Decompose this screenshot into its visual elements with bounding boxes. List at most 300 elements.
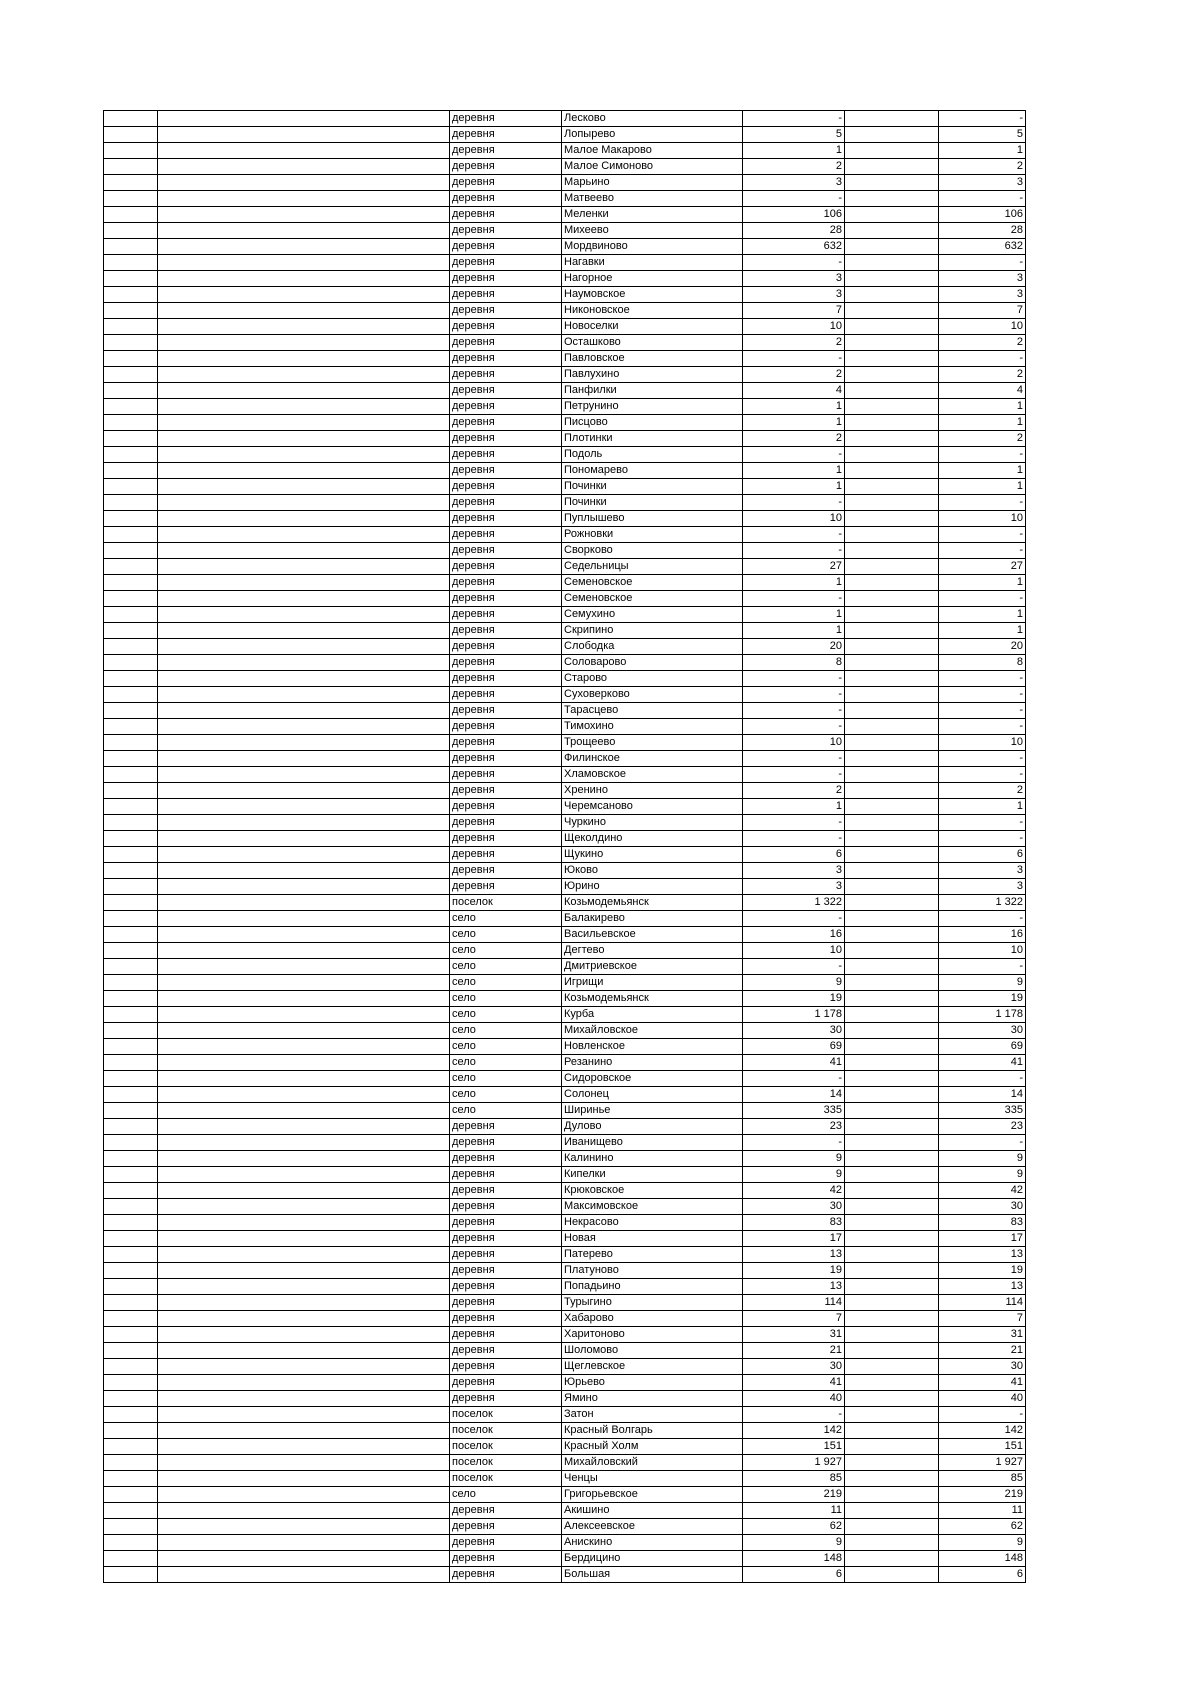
table-row [104, 575, 1026, 591]
cell-settlement-type: деревня [450, 1295, 562, 1311]
cell-blank-a [104, 735, 158, 751]
cell-blank-c [845, 623, 939, 639]
cell-blank-c [845, 399, 939, 415]
cell-value-1: 335 [743, 1103, 845, 1119]
cell-blank-a [104, 623, 158, 639]
table-row [104, 1519, 1026, 1535]
cell-blank-a [104, 911, 158, 927]
cell-settlement-type: село [450, 1087, 562, 1103]
cell-settlement-type: деревня [450, 1199, 562, 1215]
cell-value-2: - [939, 191, 1026, 207]
cell-value-2: 1 927 [939, 1455, 1026, 1471]
cell-blank-c [845, 127, 939, 143]
cell-blank-b [158, 687, 450, 703]
table-row [104, 959, 1026, 975]
cell-blank-a [104, 207, 158, 223]
cell-blank-c [845, 703, 939, 719]
cell-value-2: 1 [939, 623, 1026, 639]
cell-blank-a [104, 1167, 158, 1183]
cell-settlement-type: поселок [450, 1439, 562, 1455]
cell-value-2: 2 [939, 159, 1026, 175]
cell-blank-b [158, 287, 450, 303]
cell-value-1: 1 [743, 415, 845, 431]
cell-blank-b [158, 895, 450, 911]
cell-settlement-name: Резанино [562, 1055, 743, 1071]
table-row [104, 1247, 1026, 1263]
table-row [104, 527, 1026, 543]
cell-value-1: 7 [743, 303, 845, 319]
cell-blank-c [845, 799, 939, 815]
cell-blank-b [158, 543, 450, 559]
cell-blank-c [845, 255, 939, 271]
cell-settlement-name: Тимохино [562, 719, 743, 735]
cell-value-1: 30 [743, 1023, 845, 1039]
cell-value-2: 3 [939, 863, 1026, 879]
cell-settlement-type: деревня [450, 879, 562, 895]
cell-blank-a [104, 431, 158, 447]
cell-settlement-type: деревня [450, 831, 562, 847]
cell-settlement-type: поселок [450, 1423, 562, 1439]
cell-blank-a [104, 287, 158, 303]
cell-settlement-name: Наумовское [562, 287, 743, 303]
table-row [104, 223, 1026, 239]
cell-blank-a [104, 463, 158, 479]
cell-blank-c [845, 1231, 939, 1247]
cell-value-1: 632 [743, 239, 845, 255]
cell-settlement-type: деревня [450, 1567, 562, 1583]
cell-blank-a [104, 575, 158, 591]
cell-blank-a [104, 191, 158, 207]
cell-settlement-name: Курба [562, 1007, 743, 1023]
table-row [104, 1119, 1026, 1135]
cell-blank-b [158, 159, 450, 175]
table-row [104, 335, 1026, 351]
cell-blank-b [158, 735, 450, 751]
cell-blank-c [845, 575, 939, 591]
cell-value-1: 1 322 [743, 895, 845, 911]
cell-settlement-name: Щеколдино [562, 831, 743, 847]
cell-value-1: 62 [743, 1519, 845, 1535]
cell-settlement-name: Плотинки [562, 431, 743, 447]
table-row [104, 863, 1026, 879]
cell-blank-b [158, 319, 450, 335]
cell-blank-c [845, 831, 939, 847]
cell-settlement-name: Суховерково [562, 687, 743, 703]
table-row [104, 1135, 1026, 1151]
cell-value-2: 62 [939, 1519, 1026, 1535]
cell-blank-b [158, 1103, 450, 1119]
cell-value-1: 6 [743, 847, 845, 863]
table-row [104, 255, 1026, 271]
cell-settlement-type: деревня [450, 783, 562, 799]
cell-value-2: 11 [939, 1503, 1026, 1519]
cell-blank-c [845, 271, 939, 287]
cell-settlement-name: Большая [562, 1567, 743, 1583]
cell-value-1: 10 [743, 511, 845, 527]
table-row [104, 1375, 1026, 1391]
cell-value-1: 41 [743, 1375, 845, 1391]
table-row [104, 1487, 1026, 1503]
cell-settlement-name: Крюковское [562, 1183, 743, 1199]
cell-blank-c [845, 1311, 939, 1327]
cell-blank-b [158, 799, 450, 815]
cell-settlement-name: Скрипино [562, 623, 743, 639]
cell-value-2: 13 [939, 1247, 1026, 1263]
cell-blank-a [104, 751, 158, 767]
cell-settlement-name: Павловское [562, 351, 743, 367]
cell-settlement-name: Малое Макарово [562, 143, 743, 159]
cell-value-2: 3 [939, 175, 1026, 191]
cell-settlement-name: Григорьевское [562, 1487, 743, 1503]
cell-blank-c [845, 1023, 939, 1039]
cell-value-2: 335 [939, 1103, 1026, 1119]
cell-settlement-name: Соловарово [562, 655, 743, 671]
cell-blank-b [158, 1055, 450, 1071]
cell-blank-b [158, 1519, 450, 1535]
cell-value-1: 2 [743, 367, 845, 383]
table-row [104, 1471, 1026, 1487]
cell-blank-b [158, 1215, 450, 1231]
cell-blank-a [104, 1247, 158, 1263]
table-row [104, 1087, 1026, 1103]
table-row [104, 879, 1026, 895]
cell-value-2: 2 [939, 783, 1026, 799]
cell-settlement-type: деревня [450, 1183, 562, 1199]
cell-settlement-name: Козьмодемьянск [562, 991, 743, 1007]
cell-blank-c [845, 975, 939, 991]
table-row [104, 1007, 1026, 1023]
cell-settlement-name: Черемсаново [562, 799, 743, 815]
cell-blank-c [845, 943, 939, 959]
cell-value-2: - [939, 687, 1026, 703]
cell-settlement-type: деревня [450, 1279, 562, 1295]
cell-blank-c [845, 751, 939, 767]
table-row [104, 1279, 1026, 1295]
cell-value-2: 83 [939, 1215, 1026, 1231]
cell-settlement-type: деревня [450, 463, 562, 479]
cell-value-2: 28 [939, 223, 1026, 239]
cell-value-2: 148 [939, 1551, 1026, 1567]
cell-settlement-name: Трощеево [562, 735, 743, 751]
cell-settlement-name: Юрьево [562, 1375, 743, 1391]
cell-value-2: - [939, 527, 1026, 543]
cell-value-2: 9 [939, 975, 1026, 991]
cell-blank-c [845, 1279, 939, 1295]
cell-settlement-name: Кипелки [562, 1167, 743, 1183]
cell-value-1: 1 [743, 799, 845, 815]
cell-blank-a [104, 815, 158, 831]
cell-settlement-type: деревня [450, 223, 562, 239]
cell-value-1: - [743, 495, 845, 511]
cell-blank-c [845, 863, 939, 879]
cell-value-1: 85 [743, 1471, 845, 1487]
table-row [104, 351, 1026, 367]
cell-settlement-type: деревня [450, 1135, 562, 1151]
cell-blank-c [845, 1519, 939, 1535]
table-row [104, 735, 1026, 751]
cell-blank-b [158, 1183, 450, 1199]
cell-value-1: 1 [743, 575, 845, 591]
cell-settlement-type: деревня [450, 175, 562, 191]
cell-blank-b [158, 1487, 450, 1503]
cell-blank-c [845, 431, 939, 447]
table-row [104, 559, 1026, 575]
table-row [104, 1151, 1026, 1167]
cell-settlement-name: Хламовское [562, 767, 743, 783]
cell-blank-c [845, 1487, 939, 1503]
cell-blank-a [104, 1183, 158, 1199]
cell-value-2: - [939, 447, 1026, 463]
cell-settlement-type: поселок [450, 1471, 562, 1487]
cell-settlement-type: деревня [450, 351, 562, 367]
cell-settlement-name: Красный Волгарь [562, 1423, 743, 1439]
cell-settlement-name: Попадьино [562, 1279, 743, 1295]
cell-value-1: 27 [743, 559, 845, 575]
cell-blank-c [845, 1087, 939, 1103]
cell-value-2: 1 [939, 575, 1026, 591]
cell-value-1: 3 [743, 287, 845, 303]
cell-blank-c [845, 175, 939, 191]
cell-blank-a [104, 239, 158, 255]
cell-blank-c [845, 767, 939, 783]
table-row [104, 815, 1026, 831]
cell-settlement-type: село [450, 1023, 562, 1039]
cell-blank-a [104, 607, 158, 623]
cell-value-2: 2 [939, 367, 1026, 383]
cell-settlement-type: деревня [450, 431, 562, 447]
cell-settlement-type: деревня [450, 847, 562, 863]
cell-value-2: - [939, 751, 1026, 767]
cell-blank-c [845, 559, 939, 575]
cell-settlement-type: поселок [450, 1455, 562, 1471]
cell-settlement-name: Дегтево [562, 943, 743, 959]
cell-value-2: 69 [939, 1039, 1026, 1055]
cell-value-2: 10 [939, 511, 1026, 527]
cell-value-1: - [743, 911, 845, 927]
cell-blank-b [158, 1151, 450, 1167]
cell-blank-a [104, 1439, 158, 1455]
cell-settlement-type: деревня [450, 303, 562, 319]
cell-value-1: 2 [743, 431, 845, 447]
table-row [104, 1263, 1026, 1279]
cell-blank-b [158, 751, 450, 767]
cell-blank-c [845, 1103, 939, 1119]
cell-blank-b [158, 1263, 450, 1279]
cell-blank-a [104, 975, 158, 991]
cell-blank-b [158, 607, 450, 623]
cell-value-2: - [939, 1135, 1026, 1151]
cell-value-2: 42 [939, 1183, 1026, 1199]
cell-settlement-type: деревня [450, 767, 562, 783]
cell-blank-b [158, 239, 450, 255]
table-row [104, 159, 1026, 175]
cell-value-2: 10 [939, 319, 1026, 335]
cell-value-1: 14 [743, 1087, 845, 1103]
cell-settlement-name: Осташково [562, 335, 743, 351]
cell-blank-c [845, 511, 939, 527]
cell-settlement-name: Калинино [562, 1151, 743, 1167]
cell-value-1: 17 [743, 1231, 845, 1247]
table-row [104, 655, 1026, 671]
cell-blank-b [158, 1503, 450, 1519]
cell-value-2: 1 [939, 479, 1026, 495]
cell-blank-b [158, 207, 450, 223]
cell-settlement-name: Слободка [562, 639, 743, 655]
cell-settlement-type: деревня [450, 255, 562, 271]
cell-value-1: - [743, 831, 845, 847]
cell-value-2: 10 [939, 943, 1026, 959]
cell-value-2: 23 [939, 1119, 1026, 1135]
cell-settlement-name: Алексеевское [562, 1519, 743, 1535]
table-row [104, 607, 1026, 623]
cell-blank-b [158, 815, 450, 831]
cell-value-2: 7 [939, 303, 1026, 319]
cell-value-1: 21 [743, 1343, 845, 1359]
cell-blank-a [104, 127, 158, 143]
cell-settlement-type: деревня [450, 687, 562, 703]
cell-blank-a [104, 319, 158, 335]
cell-settlement-name: Юково [562, 863, 743, 879]
cell-settlement-type: деревня [450, 591, 562, 607]
cell-blank-b [158, 703, 450, 719]
cell-settlement-name: Щукино [562, 847, 743, 863]
cell-blank-a [104, 591, 158, 607]
cell-blank-c [845, 367, 939, 383]
cell-blank-a [104, 1071, 158, 1087]
cell-blank-b [158, 255, 450, 271]
cell-blank-c [845, 1071, 939, 1087]
table-body [104, 111, 1026, 1583]
cell-settlement-type: деревня [450, 1359, 562, 1375]
cell-settlement-name: Харитоново [562, 1327, 743, 1343]
cell-blank-c [845, 239, 939, 255]
cell-blank-b [158, 111, 450, 127]
cell-settlement-name: Марьино [562, 175, 743, 191]
cell-value-2: 13 [939, 1279, 1026, 1295]
cell-blank-c [845, 1039, 939, 1055]
cell-value-2: - [939, 815, 1026, 831]
cell-settlement-type: деревня [450, 655, 562, 671]
cell-blank-b [158, 1007, 450, 1023]
cell-blank-b [158, 1375, 450, 1391]
cell-value-1: 151 [743, 1439, 845, 1455]
cell-value-1: 16 [743, 927, 845, 943]
cell-value-1: 10 [743, 943, 845, 959]
cell-settlement-name: Чуркино [562, 815, 743, 831]
cell-blank-b [158, 351, 450, 367]
cell-value-1: 28 [743, 223, 845, 239]
cell-value-1: - [743, 111, 845, 127]
cell-blank-c [845, 1215, 939, 1231]
cell-value-1: 1 [743, 399, 845, 415]
cell-blank-c [845, 207, 939, 223]
cell-value-2: - [939, 959, 1026, 975]
cell-value-1: - [743, 815, 845, 831]
cell-blank-a [104, 1423, 158, 1439]
cell-settlement-name: Акишино [562, 1503, 743, 1519]
cell-settlement-name: Починки [562, 479, 743, 495]
cell-blank-c [845, 1551, 939, 1567]
cell-blank-a [104, 831, 158, 847]
cell-value-2: 16 [939, 927, 1026, 943]
cell-blank-a [104, 1455, 158, 1471]
cell-blank-b [158, 1535, 450, 1551]
cell-blank-b [158, 1295, 450, 1311]
cell-blank-c [845, 607, 939, 623]
cell-value-2: 1 322 [939, 895, 1026, 911]
table-row [104, 1503, 1026, 1519]
cell-settlement-type: деревня [450, 815, 562, 831]
cell-settlement-type: село [450, 943, 562, 959]
cell-settlement-type: село [450, 959, 562, 975]
cell-blank-c [845, 847, 939, 863]
cell-blank-a [104, 767, 158, 783]
cell-blank-c [845, 1327, 939, 1343]
cell-blank-c [845, 287, 939, 303]
table-row [104, 703, 1026, 719]
cell-blank-c [845, 1423, 939, 1439]
cell-value-2: 6 [939, 1567, 1026, 1583]
cell-blank-b [158, 1119, 450, 1135]
cell-settlement-type: деревня [450, 511, 562, 527]
cell-settlement-name: Хабарово [562, 1311, 743, 1327]
cell-settlement-name: Максимовское [562, 1199, 743, 1215]
cell-settlement-type: деревня [450, 399, 562, 415]
cell-blank-b [158, 911, 450, 927]
cell-settlement-type: деревня [450, 1231, 562, 1247]
cell-blank-c [845, 1567, 939, 1583]
cell-value-1: - [743, 959, 845, 975]
cell-blank-c [845, 815, 939, 831]
cell-blank-a [104, 687, 158, 703]
cell-settlement-name: Васильевское [562, 927, 743, 943]
cell-blank-a [104, 1375, 158, 1391]
cell-value-1: - [743, 591, 845, 607]
cell-value-1: 1 [743, 623, 845, 639]
cell-value-2: 8 [939, 655, 1026, 671]
cell-value-2: 1 178 [939, 1007, 1026, 1023]
table-row [104, 639, 1026, 655]
cell-blank-c [845, 495, 939, 511]
cell-blank-b [158, 767, 450, 783]
cell-settlement-type: деревня [450, 111, 562, 127]
cell-value-1: - [743, 351, 845, 367]
cell-blank-c [845, 1359, 939, 1375]
cell-settlement-type: деревня [450, 1551, 562, 1567]
cell-blank-a [104, 1535, 158, 1551]
cell-settlement-type: деревня [450, 207, 562, 223]
table-row [104, 767, 1026, 783]
cell-blank-a [104, 271, 158, 287]
cell-settlement-name: Пуплышево [562, 511, 743, 527]
cell-blank-c [845, 1503, 939, 1519]
cell-settlement-type: деревня [450, 1391, 562, 1407]
cell-blank-b [158, 303, 450, 319]
cell-settlement-type: деревня [450, 607, 562, 623]
cell-value-1: 8 [743, 655, 845, 671]
cell-value-1: 31 [743, 1327, 845, 1343]
cell-blank-b [158, 1087, 450, 1103]
cell-blank-a [104, 1023, 158, 1039]
table-row [104, 1567, 1026, 1583]
cell-settlement-name: Семухино [562, 607, 743, 623]
cell-blank-c [845, 1135, 939, 1151]
cell-blank-a [104, 1519, 158, 1535]
cell-value-2: 19 [939, 1263, 1026, 1279]
cell-blank-c [845, 479, 939, 495]
cell-blank-c [845, 223, 939, 239]
cell-settlement-type: деревня [450, 319, 562, 335]
